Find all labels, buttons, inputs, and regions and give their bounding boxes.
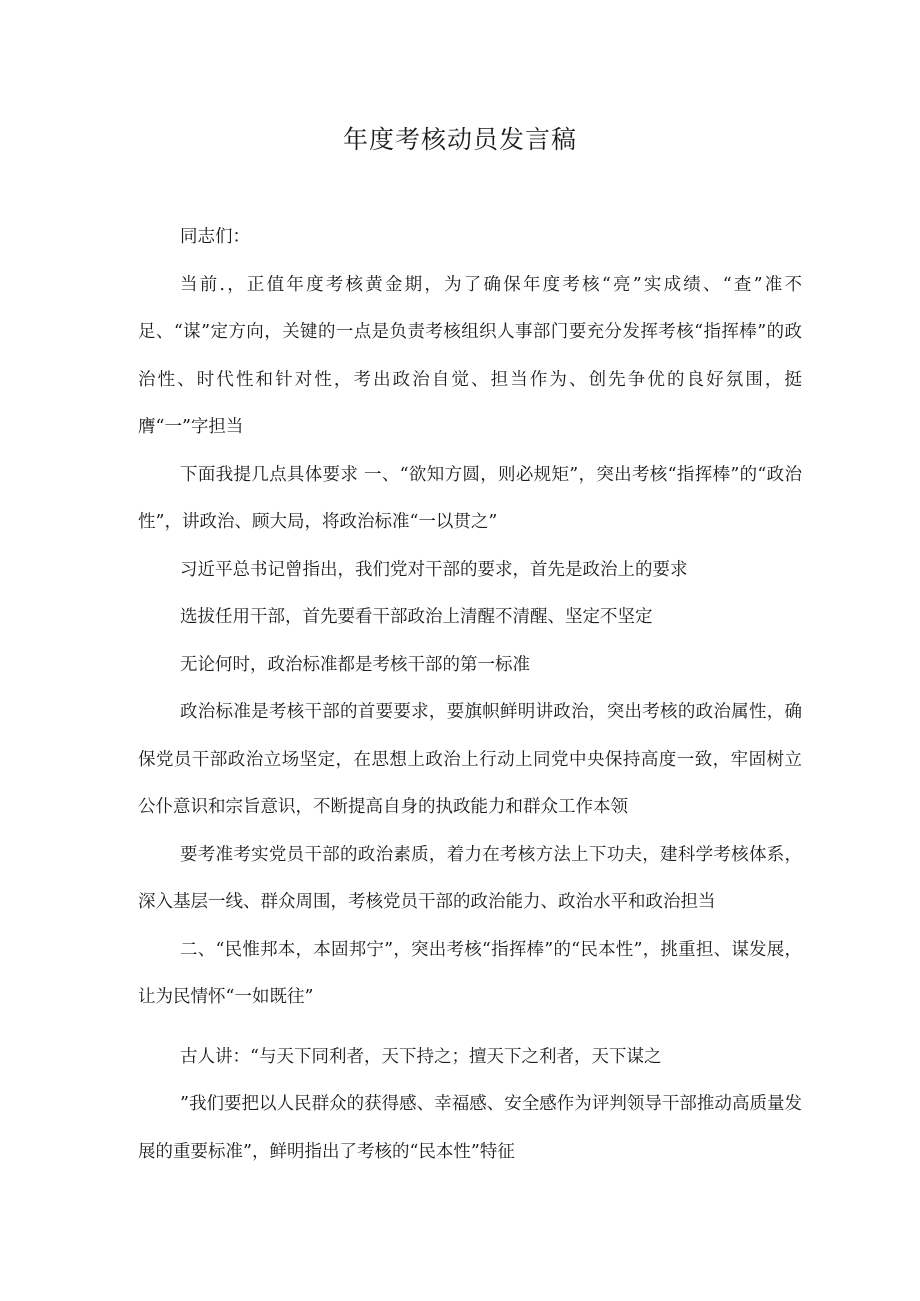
- section-heading-paragraph: 二、“民惟邦本，本固邦宁”，突出考核“指挥棒”的“民本性”，挑重担、谋发展，让为民情怀“一如既往”: [138, 939, 802, 1007]
- paragraph: 要考准考实党员干部的政治素质，着力在考核方法上下功夫，建科学考核体系，深入基层一线、群众周围，考核党员干部的政治能力、政治水平和政治担当: [138, 844, 802, 912]
- paragraph: 选拔任用干部，首先要看干部政治上清醒不清醒、坚定不坚定: [180, 607, 653, 627]
- paragraph: 古人讲：“与天下同利者，天下持之；擅天下之利者，天下谋之: [180, 1046, 662, 1067]
- document-body: [138, 214, 802, 1176]
- document-title: 年度考核动员发言稿: [342, 125, 577, 154]
- salutation-paragraph: 同志们：: [180, 227, 250, 247]
- paragraph: ”我们要把以人民群众的获得感、幸福感、安全感作为评判领导干部推动高质量发展的重要标准”，鲜明指出了考核的“民本性”特征: [138, 1094, 802, 1162]
- paragraph: 下面我提几点具体要求 一、“欲知方圆，则必规矩”，突出考核“指挥棒”的“政治性”，讲政治、顾大局，将政治标准“一以贯之”: [138, 464, 802, 532]
- paragraph: 当前.，正值年度考核黄金期，为了确保年度考核“亮”实成绩、“查”准不足、“谋”定方向，关键的一点是负责考核组织人事部门要充分发挥考核“指挥棒”的政治性、时代性和针对性，考出政治自觉、担当作为、创先争优的良好氛围，挺膺“一”字担当: [138, 274, 802, 437]
- paragraph: 习近平总书记曾指出，我们党对干部的要求，首先是政治上的要求: [180, 559, 688, 580]
- paragraph: 政治标准是考核干部的首要要求，要旗帜鲜明讲政治，突出考核的政治属性，确保党员干部政治立场坚定，在思想上政治上行动上同党中央保持高度一致，牢固树立公仆意识和宗旨意识，不断提高自身的执政能力和群众工作本领: [138, 702, 802, 817]
- paragraph: 无论何时，政治标准都是考核干部的第一标准: [180, 654, 530, 675]
